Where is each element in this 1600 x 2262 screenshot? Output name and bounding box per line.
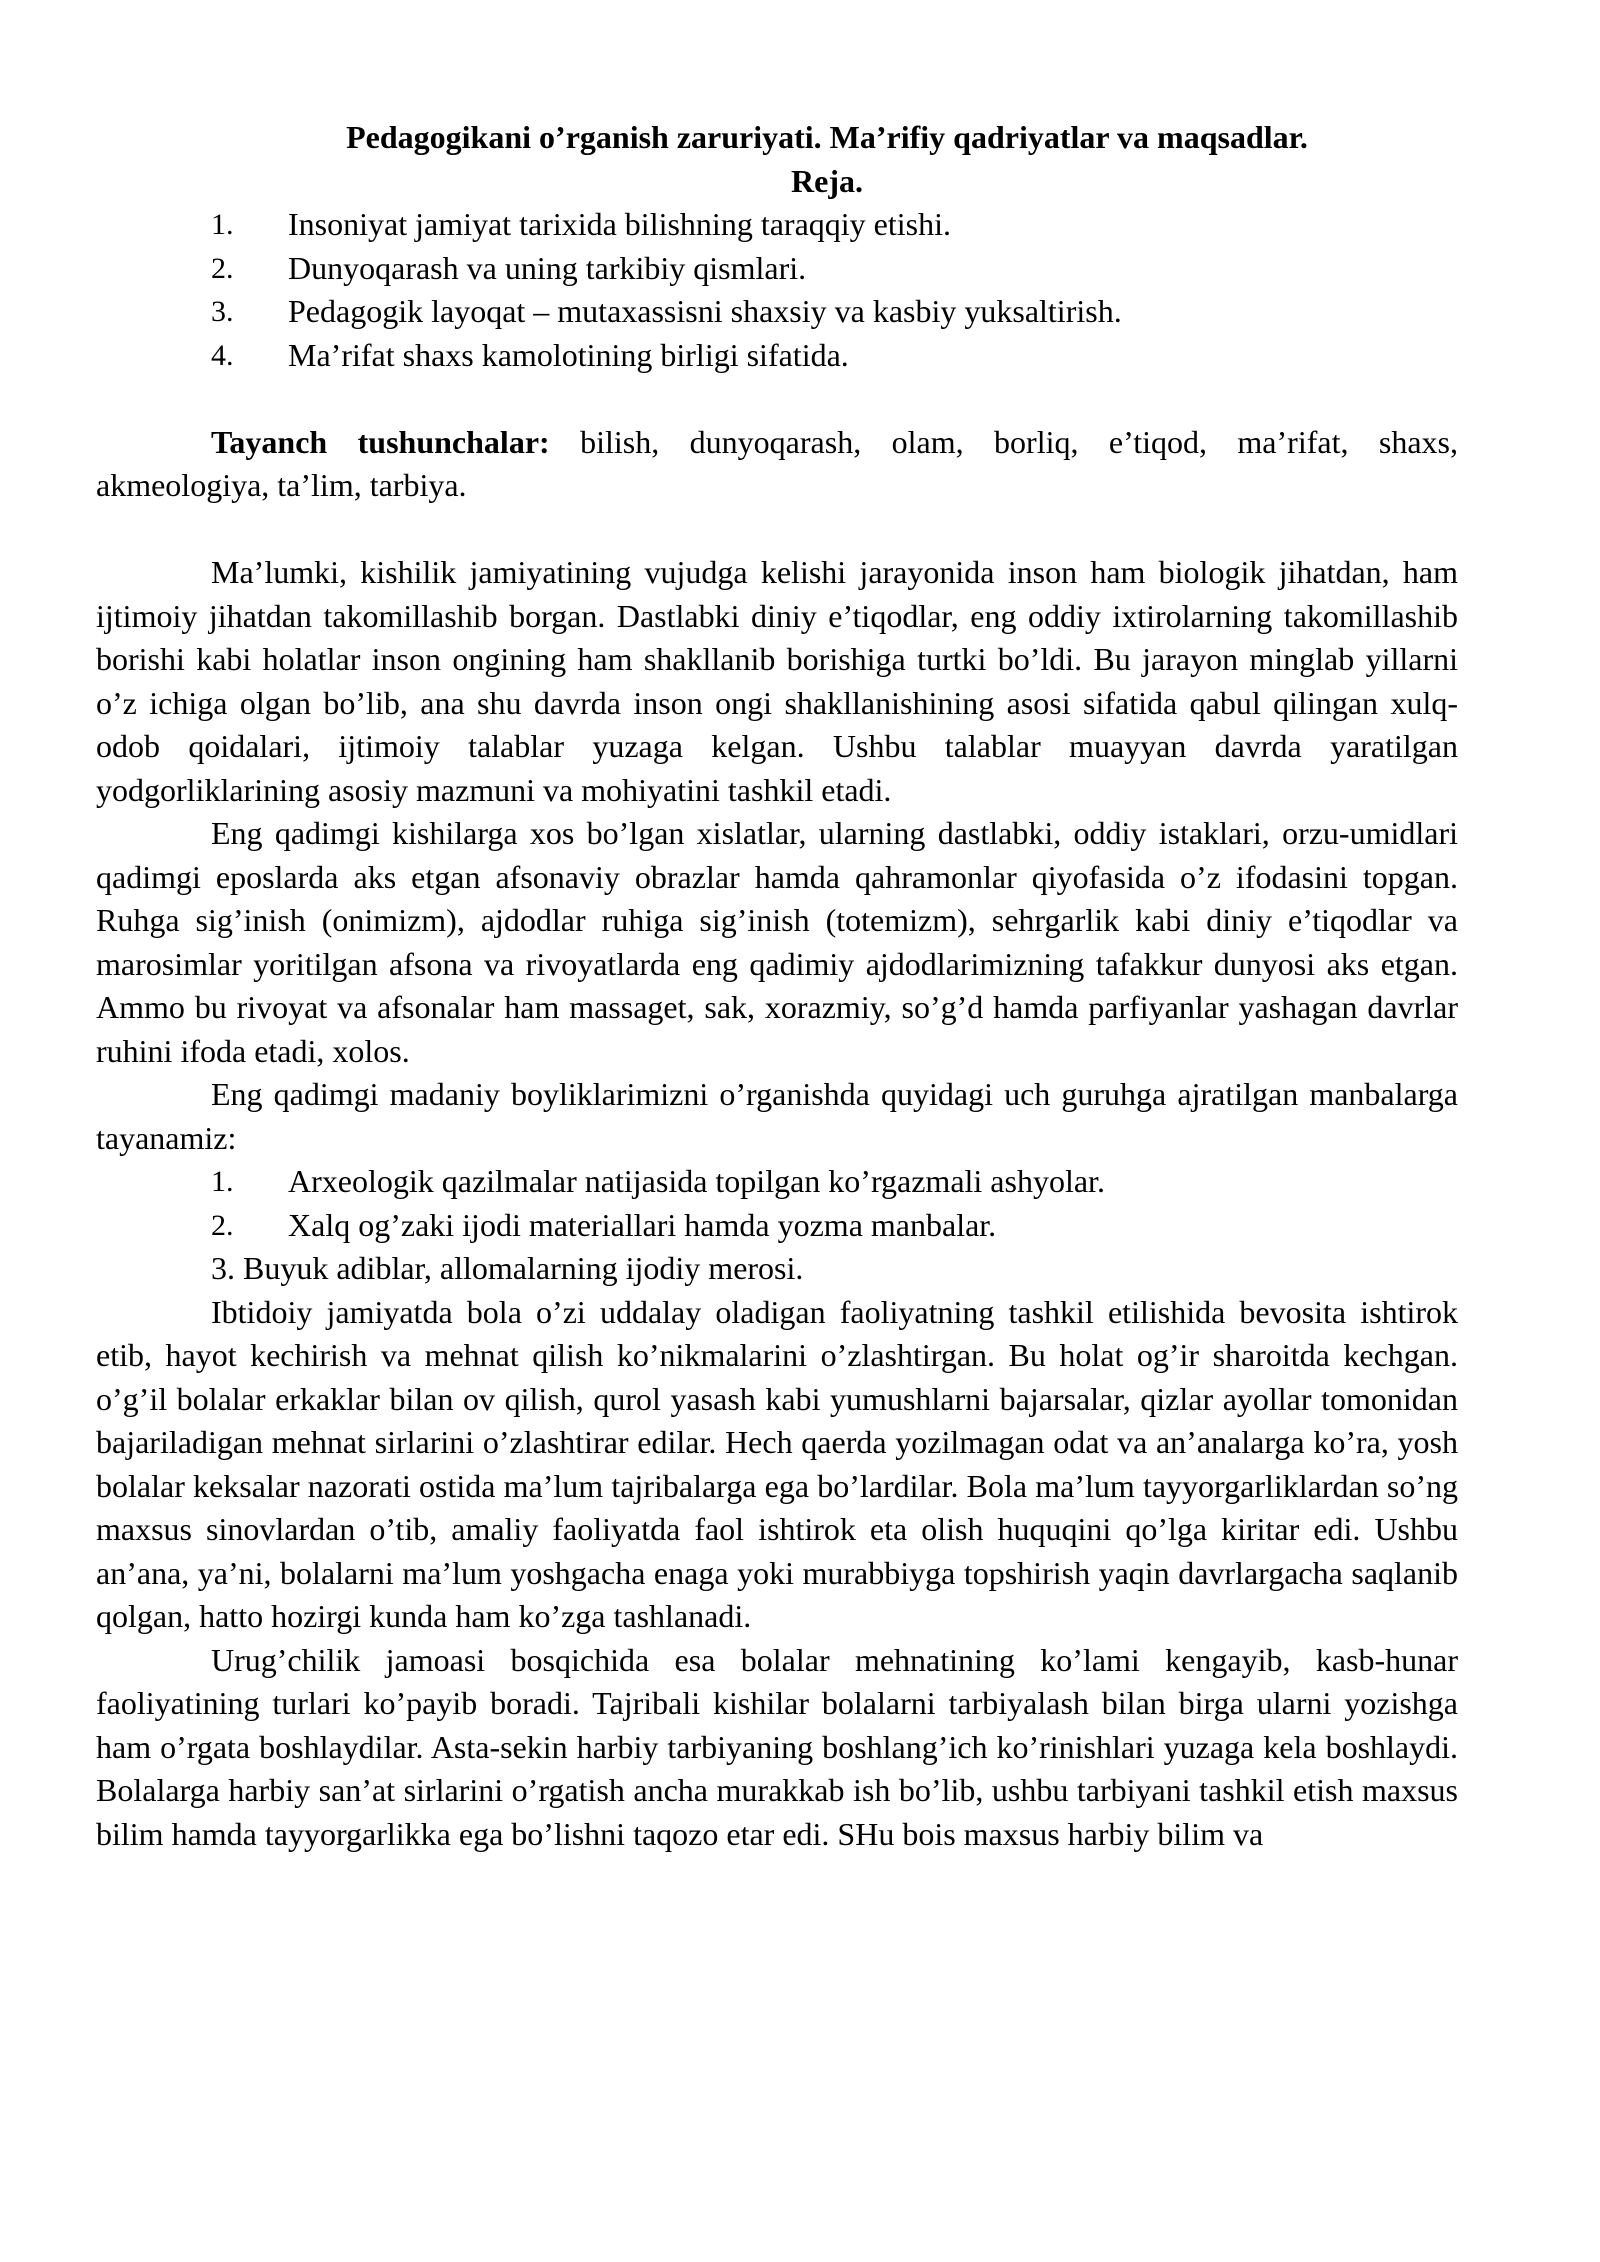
spacer: [96, 508, 1458, 552]
plan-item-text: Dunyoqarash va uning tarkibiy qismlari.: [288, 249, 807, 286]
document-page: [96, 116, 1458, 1856]
plan-item-text: Pedagogik layoqat – mutaxassisni shaxsiy va kasbiy yuksaltirish.: [288, 293, 1122, 329]
document-title: [96, 116, 1458, 203]
plan-item: [96, 334, 1458, 378]
source-item-number: 1.: [211, 1165, 234, 1198]
source-item-text: Xalq og’zaki ijodi materiallari hamda yozma manbalar.: [288, 1206, 997, 1243]
source-item: [96, 1204, 1458, 1248]
source-item: [96, 1247, 1458, 1291]
spacer: [96, 377, 1458, 421]
keywords-text: bilish, dunyoqarash, olam, borliq, e’tiqod, ma’rifat, shaxs, akmeologiya, ta’lim, tarbiya.: [96, 423, 1459, 503]
plan-list: [96, 203, 1458, 377]
source-item-number: 2.: [211, 1208, 234, 1242]
plan-item-number: 3.: [211, 295, 234, 328]
keywords-paragraph: [96, 421, 1458, 508]
source-item: [96, 1160, 1458, 1204]
plan-item: [96, 290, 1458, 334]
body-paragraph: Ibtidoiy jamiyatda bola o’zi uddalay oladigan faoliyatning tashkil etilishida bevosita ishtirok etib, hayot kechirish va mehnat qilish ko’nikmalarini o’zlashtirgan. Bu holat og’ir sharoitda kechgan. o’g’il bolalar erkaklar bilan ov qilish, qurol yasash kabi yumushlarni bajarsalar, qizlar ayollar tomonidan bajariladigan mehnat sirlarini o’zlashtirar edilar. Hech qaerda yozilmagan odat va an’analarga ko’ra, yosh bolalar keksalar nazorati ostida ma’lum tajribalarga ega bo’lardilar. Bola ma’lum tayyorgarliklardan so’ng maxsus sinovlardan o’tib, amaliy faoliyatda faol ishtirok eta olish huquqini qo’lga kiritar edi. Ushbu an’ana, ya’ni, bolalarni ma’lum yoshgacha enaga yoki murabbiyga topshirish yaqin davrlargacha saqlanib qolgan, hatto hozirgi kunda ham ko’zga tashlanadi.: [96, 1293, 1458, 1634]
keywords-label: Tayanch tushunchalar:: [211, 423, 550, 460]
source-item-text: 3. Buyuk adiblar, allomalarning ijodiy merosi.: [211, 1250, 804, 1286]
plan-item: [96, 247, 1458, 291]
body-paragraph: Eng qadimgi madaniy boyliklarimizni o’rganishda quyidagi uch guruhga ajratilgan manbalarga tayanamiz:: [96, 1076, 1458, 1156]
plan-item-text: Insoniyat jamiyat tarixida bilishning taraqqiy etishi.: [288, 206, 951, 242]
body-paragraph: Eng qadimgi kishilarga xos bo’lgan xislatlar, ularning dastlabki, oddiy istaklari, orzu-umidlari qadimgi eposlarda aks etgan afsonaviy obrazlar hamda qahramonlar qiyofasida o’z ifodasini topgan. Ruhga sig’inish (onimizm), ajdodlar ruhiga sig’inish (totemizm), sehrgarlik kabi diniy e’tiqodlar va marosimlar yoritilgan afsona va rivoyatlarda eng qadimiy ajdodlarimizning tafakkur dunyosi aks etgan. Ammo bu rivoyat va afsonalar ham massaget, sak, xorazmiy, so’g’d hamda parfiyanlar yashagan davrlar ruhini ifoda etadi, xolos.: [96, 815, 1458, 1069]
body-paragraph: Urug’chilik jamoasi bosqichida esa bolalar mehnatining ko’lami kengayib, kasb-hunar faoliyatining turlari ko’payib boradi. Tajribali kishilar bolalarni tarbiyalash bilan birga ularni yozishga ham o’rgata boshlaydilar. Asta-sekin harbiy tarbiyaning boshlang’ich ko’rinishlari yuzaga kela boshlaydi. Bolalarga harbiy san’at sirlarini o’rgatish ancha murakkab ish bo’lib, ushbu tarbiyani tashkil etish maxsus bilim hamda tayyorgarlikka ega bo’lishni taqozo etar edi. SHu bois maxsus harbiy bilim va: [96, 1641, 1458, 1852]
title-line-1: Pedagogikani o’rganish zaruriyati. Ma’rifiy qadriyatlar va maqsadlar.: [346, 119, 1308, 155]
plan-item-number: 2.: [211, 251, 234, 285]
source-item-text: Arxeologik qazilmalar natijasida topilgan ko’rgazmali ashyolar.: [288, 1163, 1105, 1199]
plan-item: [96, 203, 1458, 247]
title-line-2: Reja.: [791, 162, 863, 199]
plan-item-text: Ma’rifat shaxs kamolotining birligi sifatida.: [288, 336, 849, 373]
body-paragraph: Ma’lumki, kishilik jamiyatining vujudga kelishi jarayonida inson ham biologik jihatdan, ham ijtimoiy jihatdan takomillashib borgan. Dastlabki diniy e’tiqodlar, eng oddiy ixtirolarning takomillashib borishi kabi holatlar inson ongining ham shakllanib borishiga turtki bo’ldi. Bu jarayon minglab yillarni o’z ichiga olgan bo’lib, ana shu davrda inson ongi shakllanishining asosi sifatida qabul qilingan xulq-odob qoidalari, ijtimoiy talablar yuzaga kelgan. Ushbu talablar muayyan davrda yaratilgan yodgorliklarining asosiy mazmuni va mohiyatini tashkil etadi.: [96, 554, 1458, 808]
plan-item-number: 4.: [211, 338, 234, 372]
plan-item-number: 1.: [211, 208, 234, 241]
sources-list: [96, 1160, 1458, 1291]
